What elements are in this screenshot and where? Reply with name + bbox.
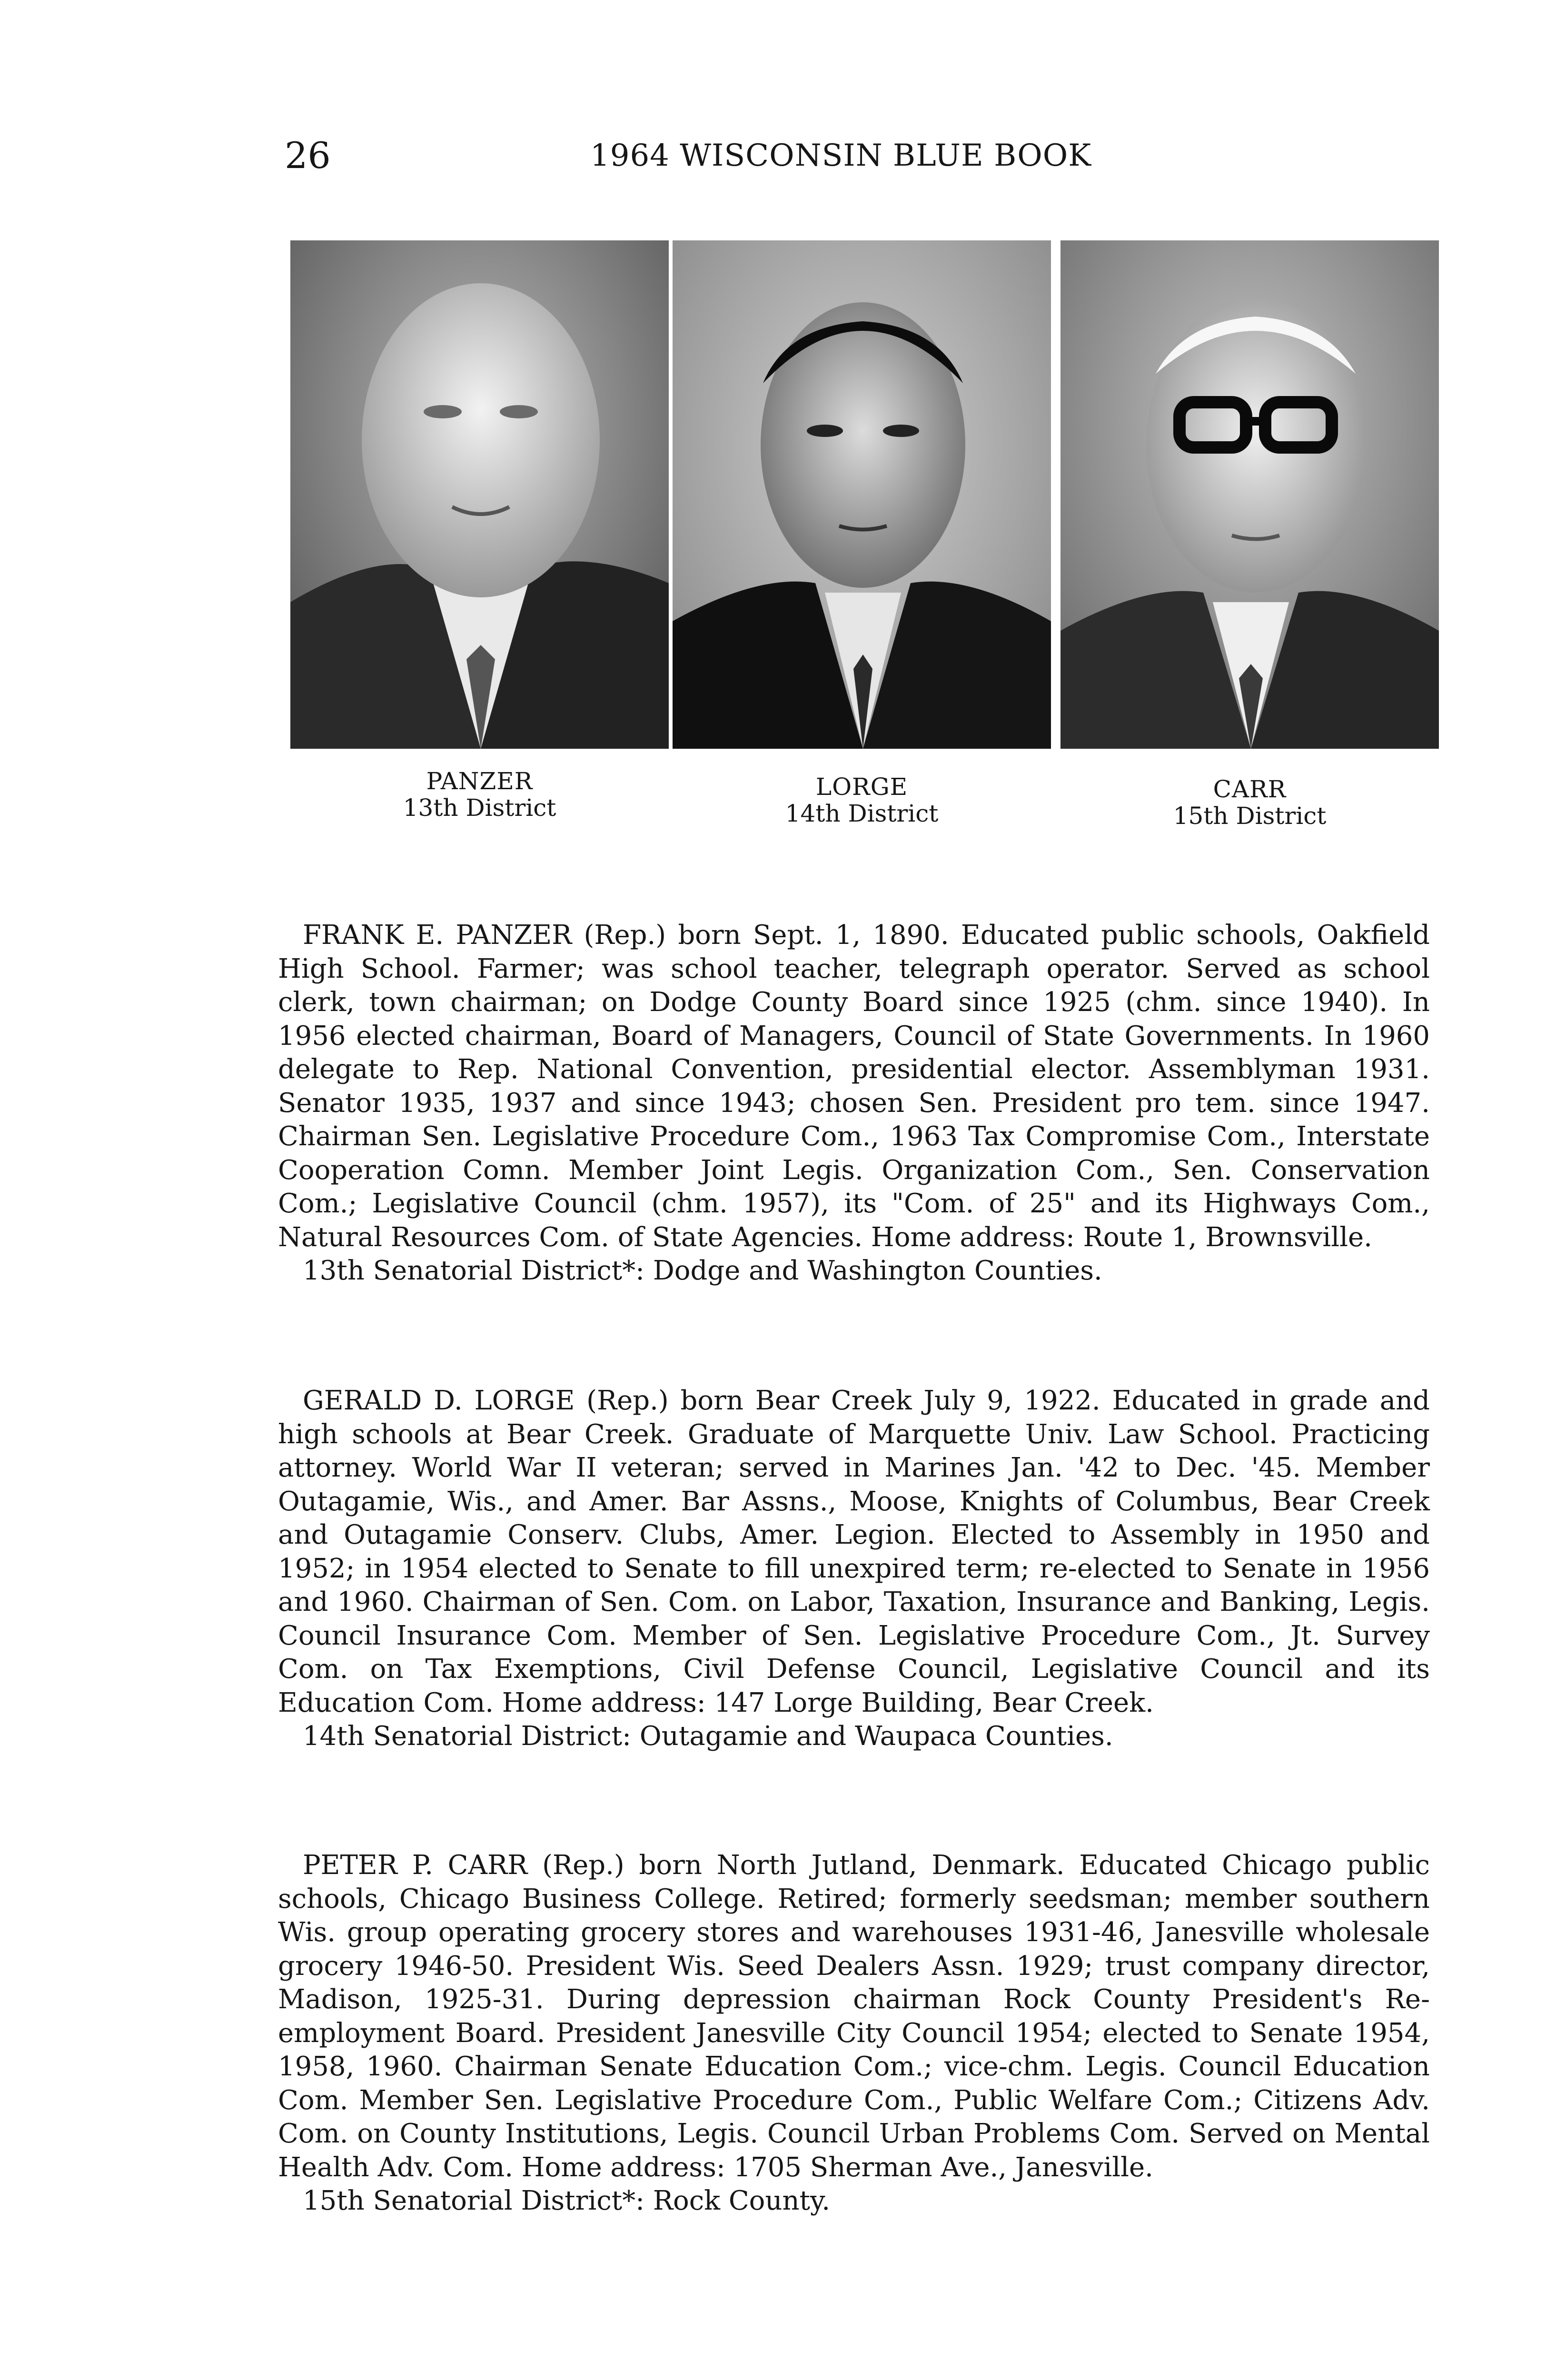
portrait-carr-photo [1060,240,1439,749]
portrait-panzer [290,240,669,749]
page-number: 26 [285,134,331,177]
caption-district: 14th District [785,800,939,827]
senatorial-district: 13th Senatorial District*: Dodge and Washington Counties. [303,1255,1102,1286]
biography-lorge [278,1384,1430,1754]
portrait-panzer-photo [290,240,669,749]
caption-name: PANZER [426,767,533,795]
caption-carr [1060,776,1439,829]
biography-panzer [278,919,1430,1288]
portrait-lorge-photo [673,240,1051,749]
portrait-lorge [673,240,1051,749]
senatorial-district: 14th Senatorial District: Outagamie and Waupaca Counties. [303,1721,1113,1752]
biography-carr [278,1849,1430,2218]
caption-lorge [673,774,1051,827]
senatorial-district: 15th Senatorial District*: Rock County. [303,2185,831,2216]
caption-district: 13th District [403,794,556,822]
caption-panzer [290,768,669,821]
biography-text: PETER P. CARR (Rep.) born North Jutland, Denmark. Educated Chicago public schools, Chicago Business College. Retired; formerly seedsman; member southern Wis. group operating grocery stores and warehouses 1931-46, Janesville wholesale grocery 1946-50. President Wis. Seed Dealers Assn. 1929; trust company director, Madison, 1925-31. During depression chairman Rock County President's Re-employment Board. President Janesville City Council 1954; elected to Senate 1954, 1958, 1960. Chairman Senate Education Com.; vice-chm. Legis. Council Education Com. Member Sen. Legislative Procedure Com., Public Welfare Com.; Citizens Adv. Com. on County Institutions, Legis. Council Urban Problems Com. Served on Mental Health Adv. Com. Home address: 1705 Sherman Ave., Janesville. [278,1850,1430,2183]
biography-text: FRANK E. PANZER (Rep.) born Sept. 1, 1890. Educated public schools, Oakfield High School. Farmer; was school teacher, telegraph operator. Served as school clerk, town chairman; on Dodge County Board since 1925 (chm. since 1940). In 1956 elected chairman, Board of Managers, Council of State Governments. In 1960 delegate to Rep. National Convention, presidential elector. Assemblyman 1931. Senator 1935, 1937 and since 1943; chosen Sen. President pro tem. since 1947. Chairman Sen. Legislative Procedure Com., 1963 Tax Compromise Com., Interstate Cooperation Comn. Member Joint Legis. Organization Com., Sen. Conservation Com.; Legislative Council (chm. 1957), its "Com. of 25" and its Highways Com., Natural Resources Com. of State Agencies. Home address: Route 1, Brownsville. [278,920,1430,1253]
portrait-carr [1060,240,1439,749]
caption-district: 15th District [1173,802,1327,830]
running-head: 1964 WISCONSIN BLUE BOOK [590,138,1092,173]
caption-name: CARR [1213,775,1287,803]
caption-name: LORGE [815,773,908,801]
biography-text: GERALD D. LORGE (Rep.) born Bear Creek July 9, 1922. Educated in grade and high schools at Bear Creek. Graduate of Marquette Univ. Law School. Practicing attorney. World War II veteran; served in Marines Jan. '42 to Dec. '45. Member Outagamie, Wis., and Amer. Bar Assns., Moose, Knights of Columbus, Bear Creek and Outagamie Conserv. Clubs, Amer. Legion. Elected to Assembly in 1950 and 1952; in 1954 elected to Senate to fill unexpired term; re-elected to Senate in 1956 and 1960. Chairman of Sen. Com. on Labor, Taxation, Insurance and Banking, Legis. Council Insurance Com. Member of Sen. Legislative Procedure Com., Jt. Survey Com. on Tax Exemptions, Civil Defense Council, Legislative Council and its Education Com. Home address: 147 Lorge Building, Bear Creek. [278,1385,1430,1718]
